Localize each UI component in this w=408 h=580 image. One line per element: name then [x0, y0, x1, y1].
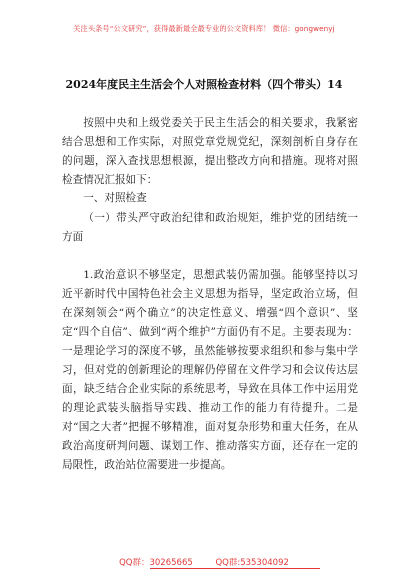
header-banner: 关注头条号“公文研究”，获得最新最全最专业的公文资料库！ 微信：gongwenyj: [73, 24, 335, 33]
footer-contact: [0, 556, 408, 568]
intro-text: 按照中央和上级党委关于民主生活会的相关要求，我紧密结合思想和工作实际，对照党章党规党纪，深刻剖析自身存在的问题，深入查找思想根源，提出整改方向和措施。现将对照检查情况汇报如下：: [62, 117, 358, 186]
qq-group-1: QQ群：30265665: [119, 558, 193, 568]
intro-paragraph: [62, 114, 358, 190]
section-heading: [62, 189, 358, 208]
subsection-heading: [62, 209, 358, 247]
point-one-paragraph: [62, 266, 358, 475]
qq-group-2: QQ群:535304092: [215, 558, 289, 568]
point-one-text: 1.政治意识不够坚定，思想武装仍需加强。能够坚持以习近平新时代中国特色社会主义思想为指导，坚定政治立场，但在深刻领会“两个确立”的决定性意义、增强“四个意识”、坚定“四个自信”、做到“两个维护”方面仍有不足。主要表现为：一是理论学习的深度不够，虽然能够按要求组织和参与集中学习，但对党的创新理论的理解仍停留在文件学习和会议传达层面，缺乏结合企业实际的系统思考，导致在具体工作中运用党的理论武装头脑指导实践、推动工作的能力有待提升。二是对“国之大者”把握不够精准，面对复杂形势和重大任务，在从政治高度研判问题、谋划工作、推动落实方面，还存在一定的局限性，政治站位需要进一步提高。: [62, 269, 358, 471]
document-title: 2024年度民主生活会个人对照检查材料（四个带头）14: [65, 78, 343, 91]
subsection-heading-text: （一）带头严守政治纪律和政治规矩，维护党的团结统一方面: [62, 212, 358, 243]
section-heading-text: 一、对照检查: [83, 192, 147, 204]
footer-underline: [150, 568, 320, 569]
